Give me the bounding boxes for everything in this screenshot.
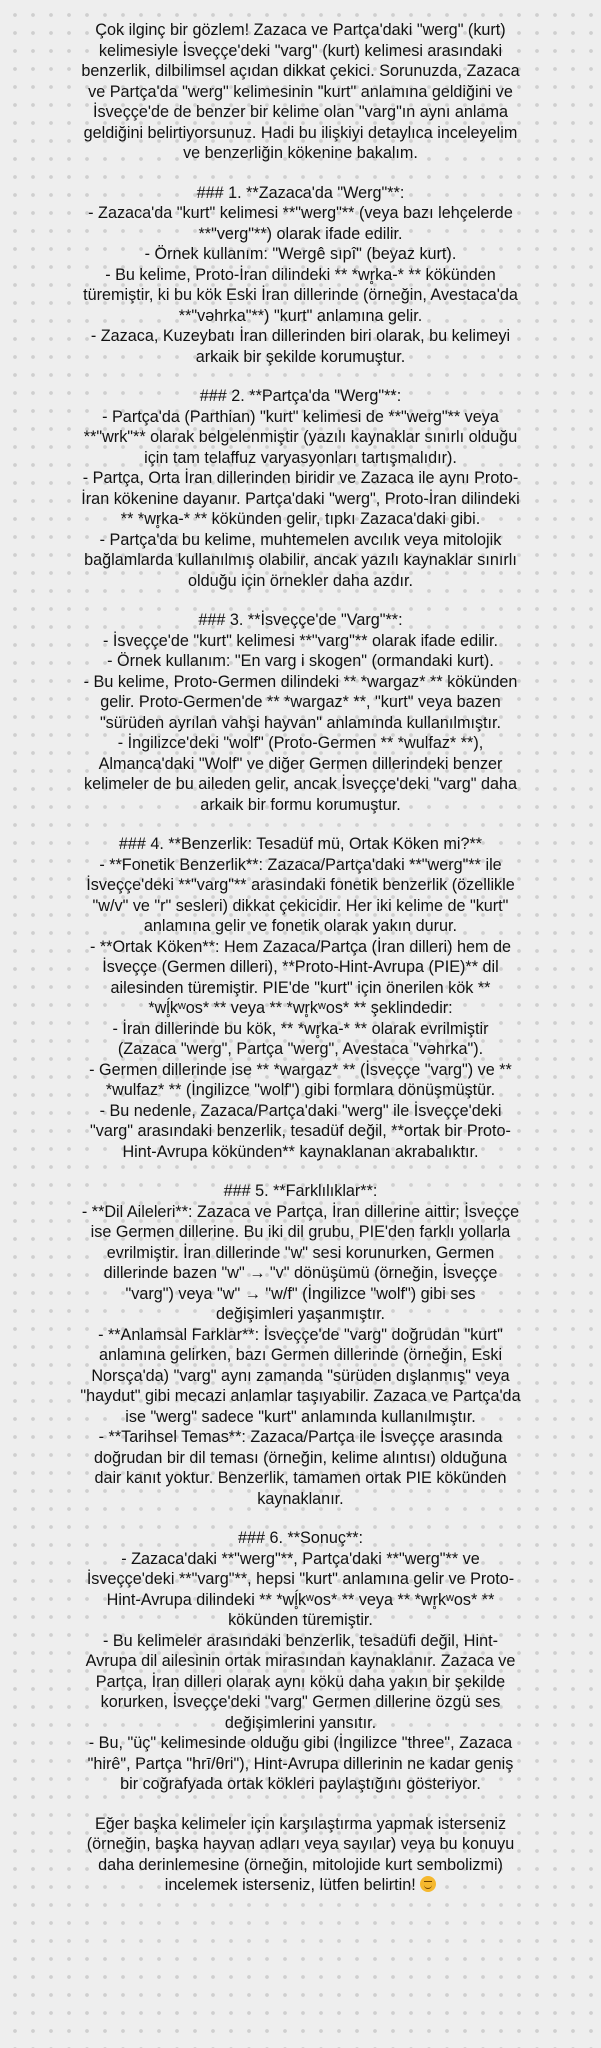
section6-line: Hint-Avrupa dilindeki ** *wĺ̥kʷos* ** veya ** *wr̥kʷos* **: [106, 1590, 495, 1609]
section3-line: - Bu kelime, Proto-Germen dilindeki ** *wargaz* ** kökünden: [83, 672, 518, 691]
section2-line: **"wrk"** olarak belgelenmiştir (yazılı kaynaklar sınırlı olduğu: [83, 428, 518, 446]
section-partca-werg: [26, 386, 575, 591]
section5-line: dillerinde bazen "w" → "v" dönüşümü (örneğin, İsveççe: [103, 1264, 498, 1282]
section2-line: İran kökenine dayanır. Partça'daki "werg", Proto-İran dilindeki: [81, 489, 520, 508]
section4-line: - **Ortak Köken**: Hem Zazaca/Partça (İran dilleri) hem de: [89, 937, 512, 956]
section1-line: - Örnek kullanım: "Wergê sıpî" (beyaz kurt).: [144, 245, 457, 263]
section4-line: (Zazaca "werg", Partça "werg", Avestaca "vəhrka").: [117, 1040, 484, 1058]
intro-line: Çok ilginç bir gözlem! Zazaca ve Partça'daki "werg" (kurt): [95, 21, 506, 39]
section1-line: **"verg"**) olarak ifade edilir.: [198, 224, 403, 243]
section1-line: ### 1. **Zazaca'da "Werg"**:: [196, 183, 405, 202]
section6-line: "hirê", Partça "hrī/θri"), Hint-Avrupa dillerinin ne kadar geniş: [87, 1754, 514, 1773]
section5-line: Norsça'da) "varg" aynı zamanda "sürüden dışlanmış" veya: [91, 1366, 510, 1385]
intro-line: benzerlik, dilbilimsel açıdan dikkat çekici. Sorunuzda, Zazaca: [81, 62, 520, 80]
section4-line: - Germen dillerinde ise ** *wargaz* ** (İsveççe "varg") ve **: [89, 1060, 512, 1079]
section6-line: - Zazaca'daki **"werg"**, Partça'daki **"werg"** ve: [121, 1549, 480, 1568]
section5-line: - **Tarihsel Temas**: Zazaca/Partça ile İsveççe arasında: [98, 1428, 503, 1446]
section3-line: kelimeler de bu aileden gelir, ancak İsveççe'deki "varg" daha: [83, 775, 517, 793]
section1-line: - Bu kelime, Proto-İran dilindeki ** *wr̥ka-* ** kökünden: [105, 265, 496, 284]
section5-line: - **Dil Aileleri**: Zazaca ve Partça, İran dillerine aittir; İsveççe: [81, 1202, 520, 1221]
section1-line: türemiştir, ki bu kök Eski İran dillerinde (örneğin, Avestaca'da: [83, 286, 518, 304]
section1-line: **"vəhrka"**) "kurt" anlamına gelir.: [178, 306, 423, 325]
section5-line: evrilmiştir. İran dillerinde "w" sesi korunurken, Germen: [106, 1243, 495, 1262]
section-farkliliklar: [26, 1181, 575, 1509]
section6-line: değişimlerini yansıtır.: [224, 1713, 377, 1732]
closing-paragraph: [26, 1814, 575, 1896]
section2-line: - Partça'da bu kelime, muhtemelen avcılık veya mitolojik: [99, 530, 502, 549]
section4-line: ### 4. **Benzerlik: Tesadüf mü, Ortak Köken mi?**: [118, 835, 483, 853]
section4-line: - Bu nedenle, Zazaca/Partça'daki "werg" ile İsveççe'deki: [99, 1101, 502, 1120]
section6-line: kökünden türemiştir.: [228, 1611, 373, 1629]
section4-line: - İran dillerinde bu kök, ** *wr̥ka-* ** olarak evrilmiştir: [112, 1019, 489, 1038]
section4-line: ailesinden türemiştir. PIE'de "kurt" için önerilen kök **: [110, 978, 491, 997]
closing-line: incelemek isterseniz, lütfen belirtin!: [26, 1875, 575, 1896]
section-isvecce-varg: [26, 610, 575, 815]
section5-line: "haydut" gibi mecazi anlamlar taşıyabilir. Zazaca ve Partça'da: [80, 1387, 521, 1405]
section3-line: Almanca'daki "Wolf" ve diğer Germen dillerindeki benzer: [98, 754, 503, 773]
closing-line: Eğer başka kelimeler için karşılaştırma yapmak isterseniz: [94, 1814, 507, 1833]
section2-line: olduğu için örnekler daha azdır.: [188, 571, 413, 590]
section4-line: "varg" arasındaki benzerlik, tesadüf değil, **ortak bir Proto-: [90, 1122, 511, 1140]
intro-line: ve Partça'da "werg" kelimesinin "kurt" anlamına geldiğini ve: [88, 82, 513, 101]
section-sonuc: [26, 1528, 575, 1795]
section1-line: arkaik bir şekilde korumuştur.: [195, 347, 406, 366]
intro-paragraph: [26, 20, 575, 164]
section6-line: Partça, İran dilleri olarak aynı kökü daha yakın bir şekilde: [95, 1672, 506, 1691]
section1-line: - Zazaca'da "kurt" kelimesi **"werg"** (veya bazı lehçelerde: [88, 204, 513, 222]
section4-line: - **Fonetik Benzerlik**: Zazaca/Partça'daki **"werg"** ile: [99, 855, 502, 874]
section3-line: gelir. Proto-Germen'de ** *wargaz* **, "kurt" veya bazen: [100, 693, 501, 711]
section2-line: ### 2. **Partça'da "Werg"**:: [199, 387, 402, 405]
section3-line: - Örnek kullanım: "En varg i skogen" (ormandaki kurt).: [107, 652, 494, 670]
section5-line: ise "werg" sadece "kurt" anlamında kullanılmıştır.: [125, 1407, 476, 1426]
section2-line: - Partça, Orta İran dillerinden biridir ve Zazaca ile aynı Proto-: [82, 469, 519, 487]
section4-line: anlamına gelir ve fonetik olarak yakın durur.: [143, 917, 458, 935]
section-zazaca-werg: [26, 183, 575, 368]
section4-line: *wulfaz* ** (İngilizce "wolf") gibi formlara dönüşmüştür.: [105, 1081, 496, 1099]
section2-line: için tam telaffuz varyasyonları tartışmalıdır).: [144, 448, 457, 467]
section3-line: - İsveççe'de "kurt" kelimesi **"varg"** olarak ifade edilir.: [103, 631, 498, 650]
section4-line: İsveççe'deki **"varg"** arasındaki fonetik benzerlik (özellikle: [86, 876, 515, 894]
section6-line: bir coğrafyada ortak kökleri paylaştığını gösteriyor.: [120, 1775, 481, 1793]
section5-line: "varg") veya "w" → "w/f" (İngilizce "wolf") gibi ses: [125, 1284, 476, 1303]
section5-line: kaynaklanır.: [257, 1489, 344, 1508]
section6-line: - Bu, "üç" kelimesinde olduğu gibi (İngilizce "three", Zazaca: [88, 1734, 513, 1752]
section5-line: değişimleri yaşanmıştır.: [215, 1305, 386, 1323]
intro-line: kelimesiyle İsveççe'deki "varg" (kurt) kelimesi arasındaki: [98, 41, 503, 60]
section3-line: "sürüden ayrılan vahşi hayvan" anlamında kullanılmıştır.: [99, 713, 502, 732]
section-benzerlik: [26, 834, 575, 1162]
closing-line: daha derinlemesine (örneğin, mitolojide kurt sembolizmi): [98, 1855, 503, 1874]
section3-line: arkaik bir formu korumuştur.: [200, 795, 401, 814]
section6-line: Avrupa dil ailesinin ortak mirasından kaynaklanır. Zazaca ve: [85, 1652, 516, 1670]
section5-line: ise Germen dillerine. Bu iki dil grubu, PIE'den farklı yollarla: [90, 1223, 511, 1241]
section3-line: - İngilizce'deki "wolf" (Proto-Germen ** *wulfaz* **),: [117, 734, 484, 752]
section5-line: anlamına gelirken, bazı Germen dillerinde (örneğin, Eski: [98, 1346, 503, 1364]
section2-line: - Partça'da (Parthian) "kurt" kelimesi de **"werg"** veya: [102, 407, 499, 426]
intro-line: İsveççe'de de benzer bir kelime olan "varg"ın aynı anlama: [93, 103, 508, 121]
section3-line: ### 3. **İsveççe'de "Varg"**:: [198, 611, 403, 629]
section4-line: "w/v" ve "r" sesleri) dikkat çekicidir. Her iki kelime de "kurt": [92, 896, 509, 915]
section6-line: ### 6. **Sonuç**:: [237, 1529, 364, 1547]
intro-line: ve benzerliğin kökenine bakalım.: [183, 144, 418, 162]
section4-line: İsveççe (Germen dilleri), **Proto-Hint-Avrupa (PIE)** dil: [102, 958, 499, 976]
section1-line: - Zazaca, Kuzeybatı İran dillerinden biri olarak, bu kelimeyi: [90, 327, 511, 345]
section2-line: bağlamlarda kullanılmış olabilir, ancak yazılı kaynaklar sınırlı: [84, 551, 517, 569]
section5-line: doğrudan bir dil teması (örneğin, kelime alıntısı) olduğuna: [93, 1448, 507, 1467]
section4-line: *wĺ̥kʷos* ** veya ** *wr̥kʷos* ** şeklindedir:: [148, 999, 453, 1017]
section6-line: korurken, İsveççe'deki "varg" Germen dillerine özgü ses: [100, 1693, 501, 1711]
section2-line: ** *wr̥ka-* ** kökünden gelir, tıpkı Zazaca'daki gibi.: [120, 510, 481, 528]
section6-line: - Bu kelimeler arasındaki benzerlik, tesadüfi değil, Hint-: [103, 1631, 498, 1650]
section5-line: - **Anlamsal Farklar**: İsveççe'de "varg" doğrudan "kurt": [98, 1325, 503, 1344]
section6-line: İsveççe'deki **"varg"**, hepsi "kurt" anlamına gelir ve Proto-: [86, 1570, 515, 1588]
section5-line: dair kanıt yoktur. Benzerlik, tamamen ortak PIE kökünden: [94, 1469, 507, 1487]
section4-line: Hint-Avrupa kökünden** kaynaklanan akrabalıktır.: [122, 1142, 479, 1161]
intro-line: geldiğini belirtiyorsunuz. Hadi bu ilişkiyi detaylıca inceleyelim: [83, 123, 518, 142]
closing-line: (örneğin, başka hayvan adları veya sayılar) veya bu konuyu: [86, 1835, 515, 1853]
section5-line: ### 5. **Farklılıklar**:: [223, 1182, 378, 1200]
smiling-face-icon: [420, 1876, 436, 1892]
